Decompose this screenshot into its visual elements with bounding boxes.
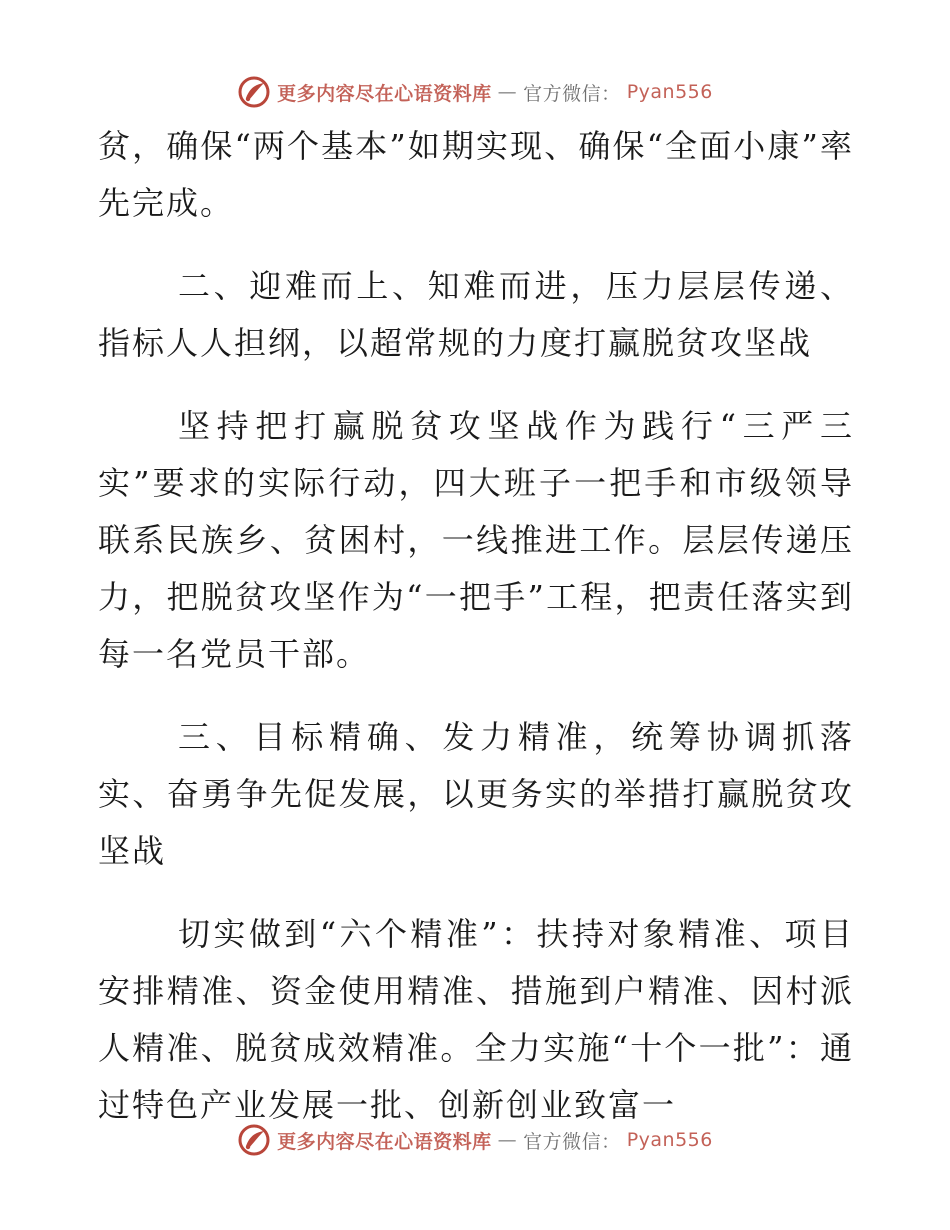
- watermark-wechat-label: 官方微信：: [523, 1130, 621, 1153]
- paragraph-section-3: 切实做到“六个精准”：扶持对象精准、项目安排精准、资金使用精准、措施到户精准、因村派人精准、脱贫成效精准。全力实施“十个一批”：通过特色产业发展一批、创新创业致富一: [98, 915, 854, 1124]
- paragraph-section-2: 坚持把打赢脱贫攻坚战作为践行“三严三实”要求的实际行动，四大班子一把手和市级领导联系民族乡、贫困村，一线推进工作。层层传递压力，把脱贫攻坚作为“一把手”工程，把责任落实到每一名党员干部。: [98, 407, 854, 673]
- document-body: [98, 118, 854, 1134]
- watermark-wechat-id: Pyan556: [626, 1129, 713, 1151]
- header-watermark: [0, 72, 950, 112]
- seal-logo-icon: [237, 75, 271, 109]
- watermark-main-text: 更多内容尽在心语资料库: [277, 1130, 492, 1153]
- section-heading-2: 二、迎难而上、知难而进，压力层层传递、指标人人担纲，以超常规的力度打赢脱贫攻坚战: [98, 267, 854, 362]
- footer-watermark: [0, 1120, 950, 1160]
- section-heading-3: 三、目标精确、发力精准，统筹协调抓落实、奋勇争先促发展，以更务实的举措打赢脱贫攻坚战: [98, 718, 854, 870]
- paragraph-continuation: 贫，确保“两个基本”如期实现、确保“全面小康”率先完成。: [98, 127, 854, 222]
- watermark-main-text: 更多内容尽在心语资料库: [277, 82, 492, 105]
- watermark-separator: —: [497, 1129, 518, 1151]
- watermark-wechat-label: 官方微信：: [523, 82, 621, 105]
- watermark-separator: —: [497, 81, 518, 103]
- watermark-wechat-id: Pyan556: [626, 81, 713, 103]
- seal-logo-icon: [237, 1123, 271, 1157]
